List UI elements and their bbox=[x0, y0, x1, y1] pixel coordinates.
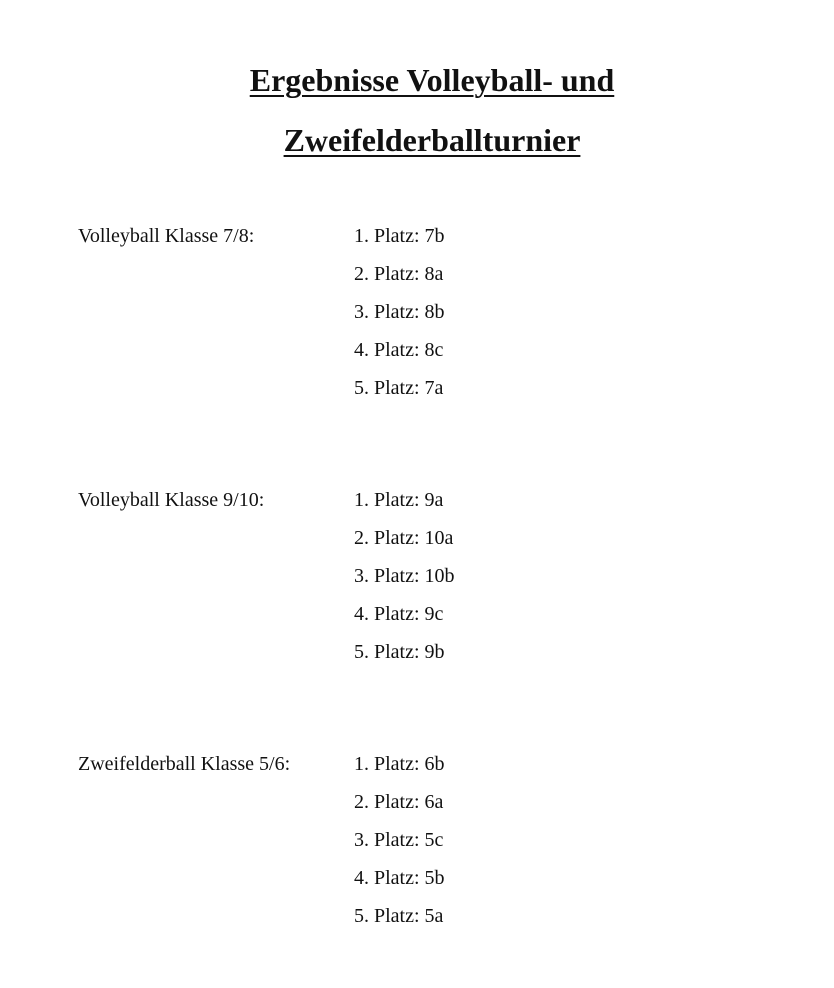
ranking-item: 3. Platz: 8b bbox=[354, 301, 445, 323]
ranking-item: 1. Platz: 7b bbox=[354, 225, 445, 247]
ranking-item: 1. Platz: 9a bbox=[354, 489, 444, 511]
ranking-item: 5. Platz: 5a bbox=[354, 905, 444, 927]
ranking-item: 2. Platz: 10a bbox=[354, 527, 454, 549]
ranking-item: 4. Platz: 8c bbox=[354, 339, 444, 361]
ranking-item: 2. Platz: 6a bbox=[354, 791, 444, 813]
ranking-item: 5. Platz: 7a bbox=[354, 377, 444, 399]
ranking-list bbox=[354, 754, 445, 944]
ranking-item: 3. Platz: 10b bbox=[354, 565, 455, 587]
ranking-item: 2. Platz: 8a bbox=[354, 263, 444, 285]
ranking-item: 3. Platz: 5c bbox=[354, 829, 444, 851]
ranking-list bbox=[354, 226, 445, 416]
ranking-item: 4. Platz: 9c bbox=[354, 603, 444, 625]
document-title-line-2: Zweifelderballturnier bbox=[283, 122, 581, 158]
document-title-line-1: Ergebnisse Volleyball- und bbox=[249, 62, 615, 98]
section-label: Zweifelderball Klasse 5/6: bbox=[78, 753, 291, 775]
ranking-item: 1. Platz: 6b bbox=[354, 753, 445, 775]
ranking-item: 4. Platz: 5b bbox=[354, 867, 445, 889]
ranking-item: 5. Platz: 9b bbox=[354, 641, 445, 663]
ranking-list bbox=[354, 490, 455, 680]
section-label: Volleyball Klasse 9/10: bbox=[78, 489, 265, 511]
section-label: Volleyball Klasse 7/8: bbox=[78, 225, 255, 247]
